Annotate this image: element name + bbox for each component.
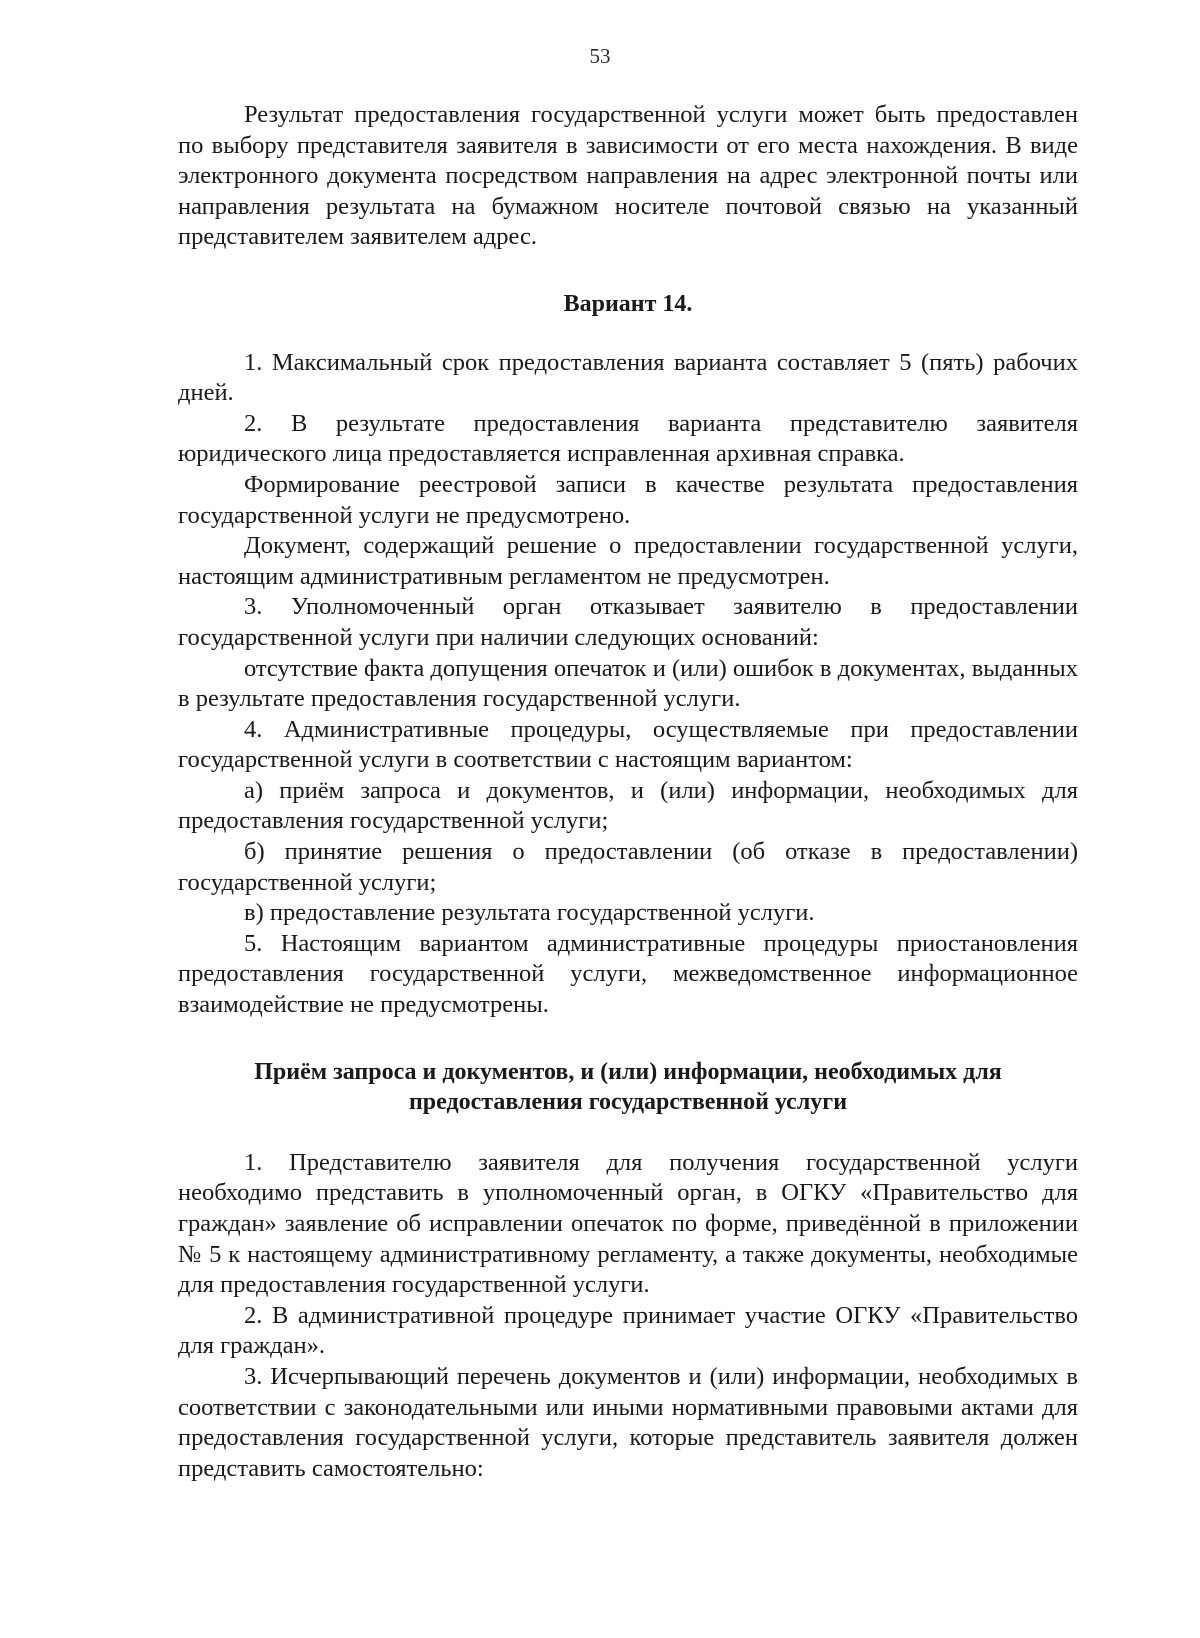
variant-paragraph: Формирование реестровой записи в качестве результата предоставления государственной услуги не предусмотрено. xyxy=(178,470,1078,529)
section-heading-line-1: Приём запроса и документов, и (или) информации, необходимых для xyxy=(254,1058,1002,1085)
variant-paragraph: б) принятие решения о предоставлении (об отказе в предоставлении) государственной услуги; xyxy=(178,838,1078,896)
variant-heading: Вариант 14. xyxy=(563,290,693,317)
variant-paragraph: в) предоставление результата государственной услуги. xyxy=(244,899,815,927)
section-heading-line-2: предоставления государственной услуги xyxy=(408,1089,848,1116)
variant-paragraph: 2. В результате предоставления варианта представителю заявителя юридического лица предоставляется исправленная архивная справка. xyxy=(178,409,1078,468)
variant-paragraph: 1. Максимальный срок предоставления варианта составляет 5 (пять) рабочих дней. xyxy=(178,348,1078,407)
intro-paragraph: Результат предоставления государственной услуги может быть предоставлен по выбору представителя заявителя в зависимости от его места нахождения. В виде электронного документа посредством направления на адрес электронной почты или направления результата на бумажном носителе почтовой связью на указанный представителем заявителем адрес. xyxy=(178,101,1078,251)
document-body xyxy=(178,100,1078,1484)
section-paragraph: 3. Исчерпывающий перечень документов и (или) информации, необходимых в соответствии с законодательными или иными нормативными правовыми актами для предоставления государственной услуги, которые представитель заявителя должен представить самостоятельно: xyxy=(178,1362,1078,1482)
section-paragraph: 2. В административной процедуре принимает участие ОГКУ «Правительство для граждан». xyxy=(178,1301,1078,1360)
variant-paragraph: а) приём запроса и документов, и (или) информации, необходимых для предоставления государственной услуги; xyxy=(178,776,1078,835)
variant-paragraph: отсутствие факта допущения опечаток и (или) ошибок в документах, выданных в результате предоставления государственной услуги. xyxy=(178,654,1078,713)
section-paragraph: 1. Представителю заявителя для получения государственной услуги необходимо представить в уполномоченный орган, в ОГКУ «Правительство для граждан» заявление об исправлении опечаток по форме, приведённой в приложении № 5 к настоящему административному регламенту, а также документы, необходимые для предоставления государственной услуги. xyxy=(178,1148,1078,1299)
variant-paragraph: 4. Административные процедуры, осуществляемые при предоставлении государственной услуги в соответствии с настоящим вариантом: xyxy=(178,715,1078,774)
page-number: 53 xyxy=(589,44,611,68)
variant-paragraph: 3. Уполномоченный орган отказывает заявителю в предоставлении государственной услуги при наличии следующих оснований: xyxy=(178,593,1078,651)
section-heading xyxy=(178,1057,1078,1118)
variant-paragraph: Документ, содержащий решение о предоставлении государственной услуги, настоящим административным регламентом не предусмотрен. xyxy=(178,532,1078,590)
variant-paragraph: 5. Настоящим вариантом административные процедуры приостановления предоставления государственной услуги, межведомственное информационное взаимодействие не предусмотрены. xyxy=(178,929,1078,1019)
